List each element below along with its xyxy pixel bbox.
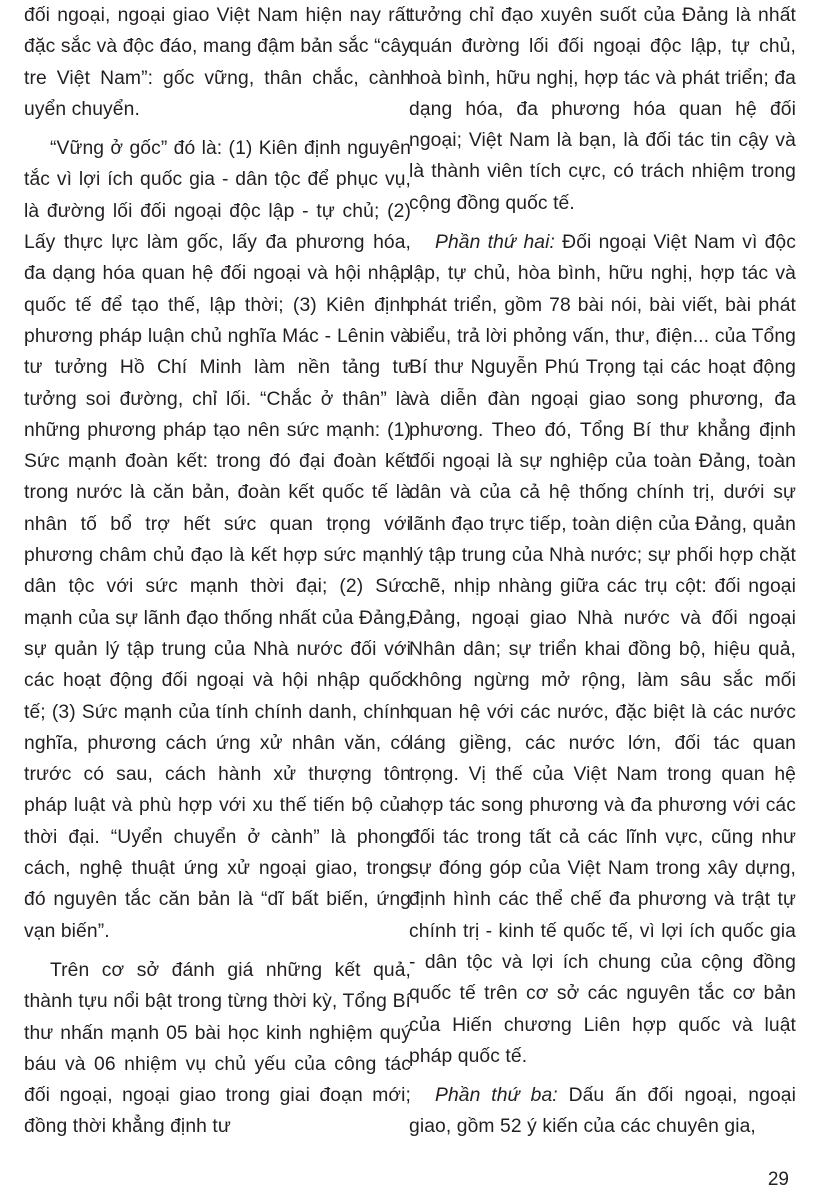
paragraph-part-two bbox=[409, 227, 796, 1072]
right-text-column bbox=[409, 0, 796, 1143]
part-two-label: Phần thứ hai: bbox=[435, 232, 555, 254]
part-two-text: Đối ngoại Việt Nam vì độc lập, tự chủ, hòa bình, hữu nghị, hợp tác và phát triển, gồm 78 bài nói, bài viết, bài phát biểu, trả lời phỏng vấn, thư, điện... của Tổng Bí thư Nguyễn Phú Trọng tại các hoạt động và diễn đàn ngoại giao song phương, đa phương. Theo đó, Tổng Bí thư khẳng định đối ngoại là sự nghiệp của toàn Đảng, toàn dân và của cả hệ thống chính trị, dưới sự lãnh đạo trực tiếp, toàn diện của Đảng, quản lý tập trung của Nhà nước; sự phối hợp chặt chẽ, nhịp nhàng giữa các trụ cột: đối ngoại Đảng, ngoại giao Nhà nước và đối ngoại Nhân dân; sự triển khai đồng bộ, hiệu quả, không ngừng mở rộng, làm sâu sắc mối quan hệ với các nước, đặc biệt là các nước láng giềng, các nước lớn, đối tác quan trọng. Vị thế của Việt Nam trong quan hệ hợp tác song phương và đa phương với các đối tác trong tất cả các lĩnh vực, cũng như sự đóng góp của Việt Nam trong xây dựng, định hình các thể chế đa phương và trật tự chính trị - kinh tế quốc tế, vì lợi ích quốc gia - dân tộc và lợi ích chung của cộng đồng quốc tế trên cơ sở các nguyên tắc cơ bản của Hiến chương Liên hợp quốc và luật pháp quốc tế. bbox=[409, 232, 796, 1067]
part-three-label: Phần thứ ba: bbox=[435, 1085, 558, 1107]
page-number: 29 bbox=[767, 1169, 789, 1190]
paragraph-continuation: tưởng chỉ đạo xuyên suốt của Đảng là nhất quán đường lối đối ngoại độc lập, tự chủ, hoà bình, hữu nghị, hợp tác và phát triển; đa dạng hóa, đa phương hóa quan hệ đối ngoại; Việt Nam là bạn, là đối tác tin cậy và là thành viên tích cực, có trách nhiệm trong cộng đồng quốc tế. bbox=[409, 5, 796, 214]
paragraph-part-three bbox=[409, 1080, 796, 1143]
left-text-column bbox=[24, 0, 411, 1143]
paragraph-bamboo-identity: đối ngoại, ngoại giao Việt Nam hiện nay rất đặc sắc và độc đáo, mang đậm bản sắc “cây tre Việt Nam”: gốc vững, thân chắc, cành uyển chuyển. bbox=[24, 5, 411, 120]
paragraph-root-trunk-branch: “Vững ở gốc” đó là: (1) Kiên định nguyên tắc vì lợi ích quốc gia - dân tộc để phục vụ, là đường lối đối ngoại độc lập - tự chủ; (2) Lấy thực lực làm gốc, lấy đa phương hóa, đa dạng hóa quan hệ đối ngoại và hội nhập quốc tế để tạo thế, lập thời; (3) Kiên định phương pháp luận chủ nghĩa Mác - Lênin và tư tưởng Hồ Chí Minh làm nền tảng tư tưởng soi đường, chỉ lối. “Chắc ở thân” là những phương pháp tạo nên sức mạnh: (1) Sức mạnh đoàn kết: trong đó đại đoàn kết trong nước là căn bản, đoàn kết quốc tế là nhân tố bổ trợ hết sức quan trọng với phương châm chủ đạo là kết hợp sức mạnh dân tộc với sức mạnh thời đại; (2) Sức mạnh của sự lãnh đạo thống nhất của Đảng, sự quản lý tập trung của Nhà nước đối với các hoạt động đối ngoại và hội nhập quốc tế; (3) Sức mạnh của tính chính danh, chính nghĩa, phương cách ứng xử nhân văn, có trước có sau, cách hành xử thượng tôn pháp luật và phù hợp với xu thế tiến bộ của thời đại. “Uyển chuyển ở cành” là phong cách, nghệ thuật ứng xử ngoại giao, trong đó nguyên tắc căn bản là “dĩ bất biến, ứng vạn biến”. bbox=[24, 138, 411, 942]
part-three-text: Dấu ấn đối ngoại, ngoại giao, gồm 52 ý kiến của các chuyên gia, bbox=[409, 1085, 796, 1138]
paragraph-lessons-and-tasks: Trên cơ sở đánh giá những kết quả, thành tựu nổi bật trong từng thời kỳ, Tổng Bí thư nhấn mạnh 05 bài học kinh nghiệm quý báu và 06 nhiệm vụ chủ yếu của công tác đối ngoại, ngoại giao trong giai đoạn mới; đồng thời khẳng định tư bbox=[24, 959, 411, 1138]
